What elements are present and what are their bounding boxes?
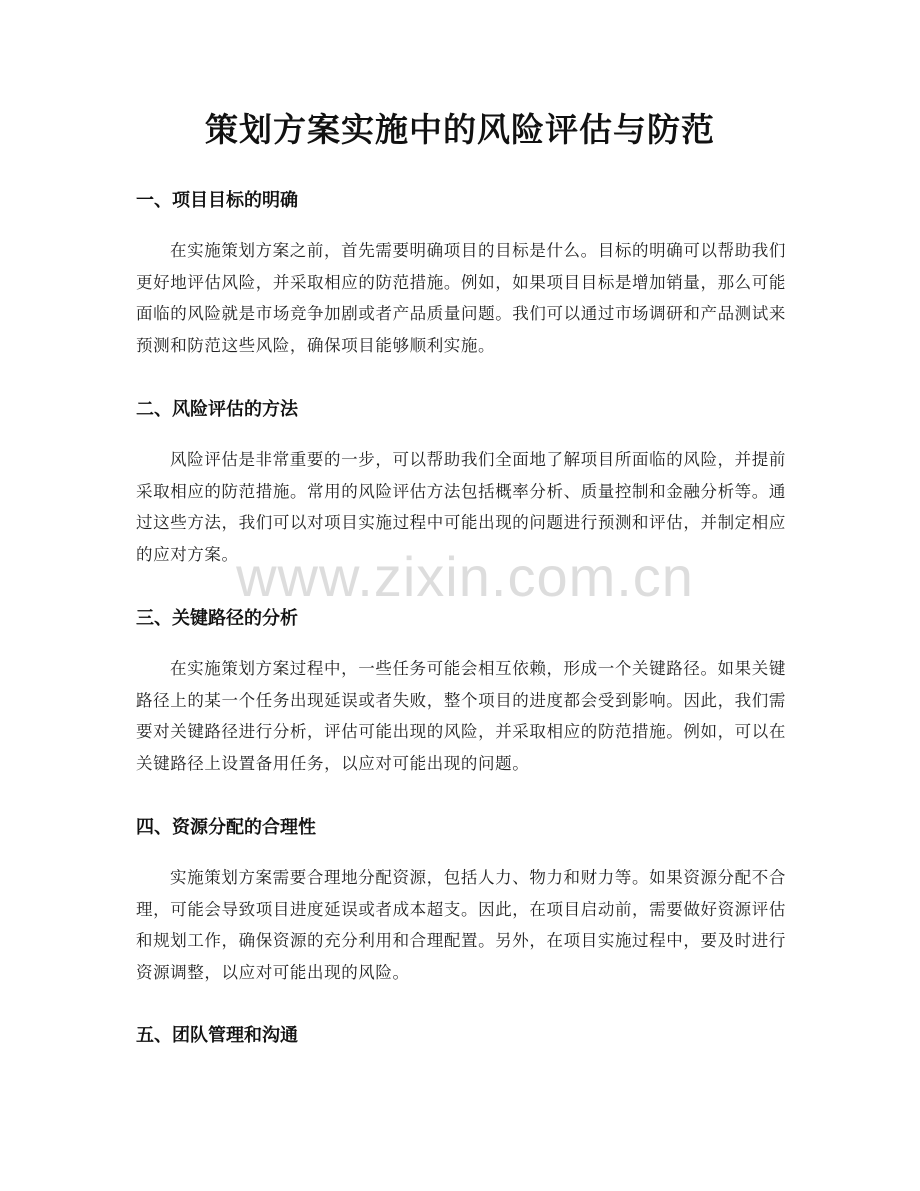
section-paragraph-3: 在实施策划方案过程中，一些任务可能会相互依赖，形成一个关键路径。如果关键路径上的某一个任务出现延误或者失败，整个项目的进度都会受到影响。因此，我们需要对关键路径进行分析，评估可能出现的风险，并采取相应的防范措施。例如，可以在关键路径上设置备用任务，以应对可能出现的问题。 <box>136 659 786 773</box>
section-paragraph-1: 在实施策划方案之前，首先需要明确项目的目标是什么。目标的明确可以帮助我们更好地评估风险，并采取相应的防范措施。例如，如果项目目标是增加销量，那么可能面临的风险就是市场竞争加剧或者产品质量问题。我们可以通过市场调研和产品测试来预测和防范这些风险，确保项目能够顺利实施。 <box>136 241 786 355</box>
document-title: 策划方案实施中的风险评估与防范 <box>205 110 715 149</box>
section-heading-3: 三、关键路径的分析 <box>136 608 298 629</box>
section-heading-1: 一、项目目标的明确 <box>136 190 298 211</box>
section-heading-4: 四、资源分配的合理性 <box>136 817 316 838</box>
section-paragraph-2: 风险评估是非常重要的一步，可以帮助我们全面地了解项目所面临的风险，并提前采取相应的防范措施。常用的风险评估方法包括概率分析、质量控制和金融分析等。通过这些方法，我们可以对项目实施过程中可能出现的问题进行预测和评估，并制定相应的应对方案。 <box>136 450 786 564</box>
section-heading-2: 二、风险评估的方法 <box>136 399 298 420</box>
section-heading-5: 五、团队管理和沟通 <box>136 1025 298 1046</box>
watermark: www.zixin.com.cn <box>236 545 694 608</box>
section-paragraph-4: 实施策划方案需要合理地分配资源，包括人力、物力和财力等。如果资源分配不合理，可能会导致项目进度延误或者成本超支。因此，在项目启动前，需要做好资源评估和规划工作，确保资源的充分利用和合理配置。另外，在项目实施过程中，要及时进行资源调整，以应对可能出现的风险。 <box>136 868 786 982</box>
